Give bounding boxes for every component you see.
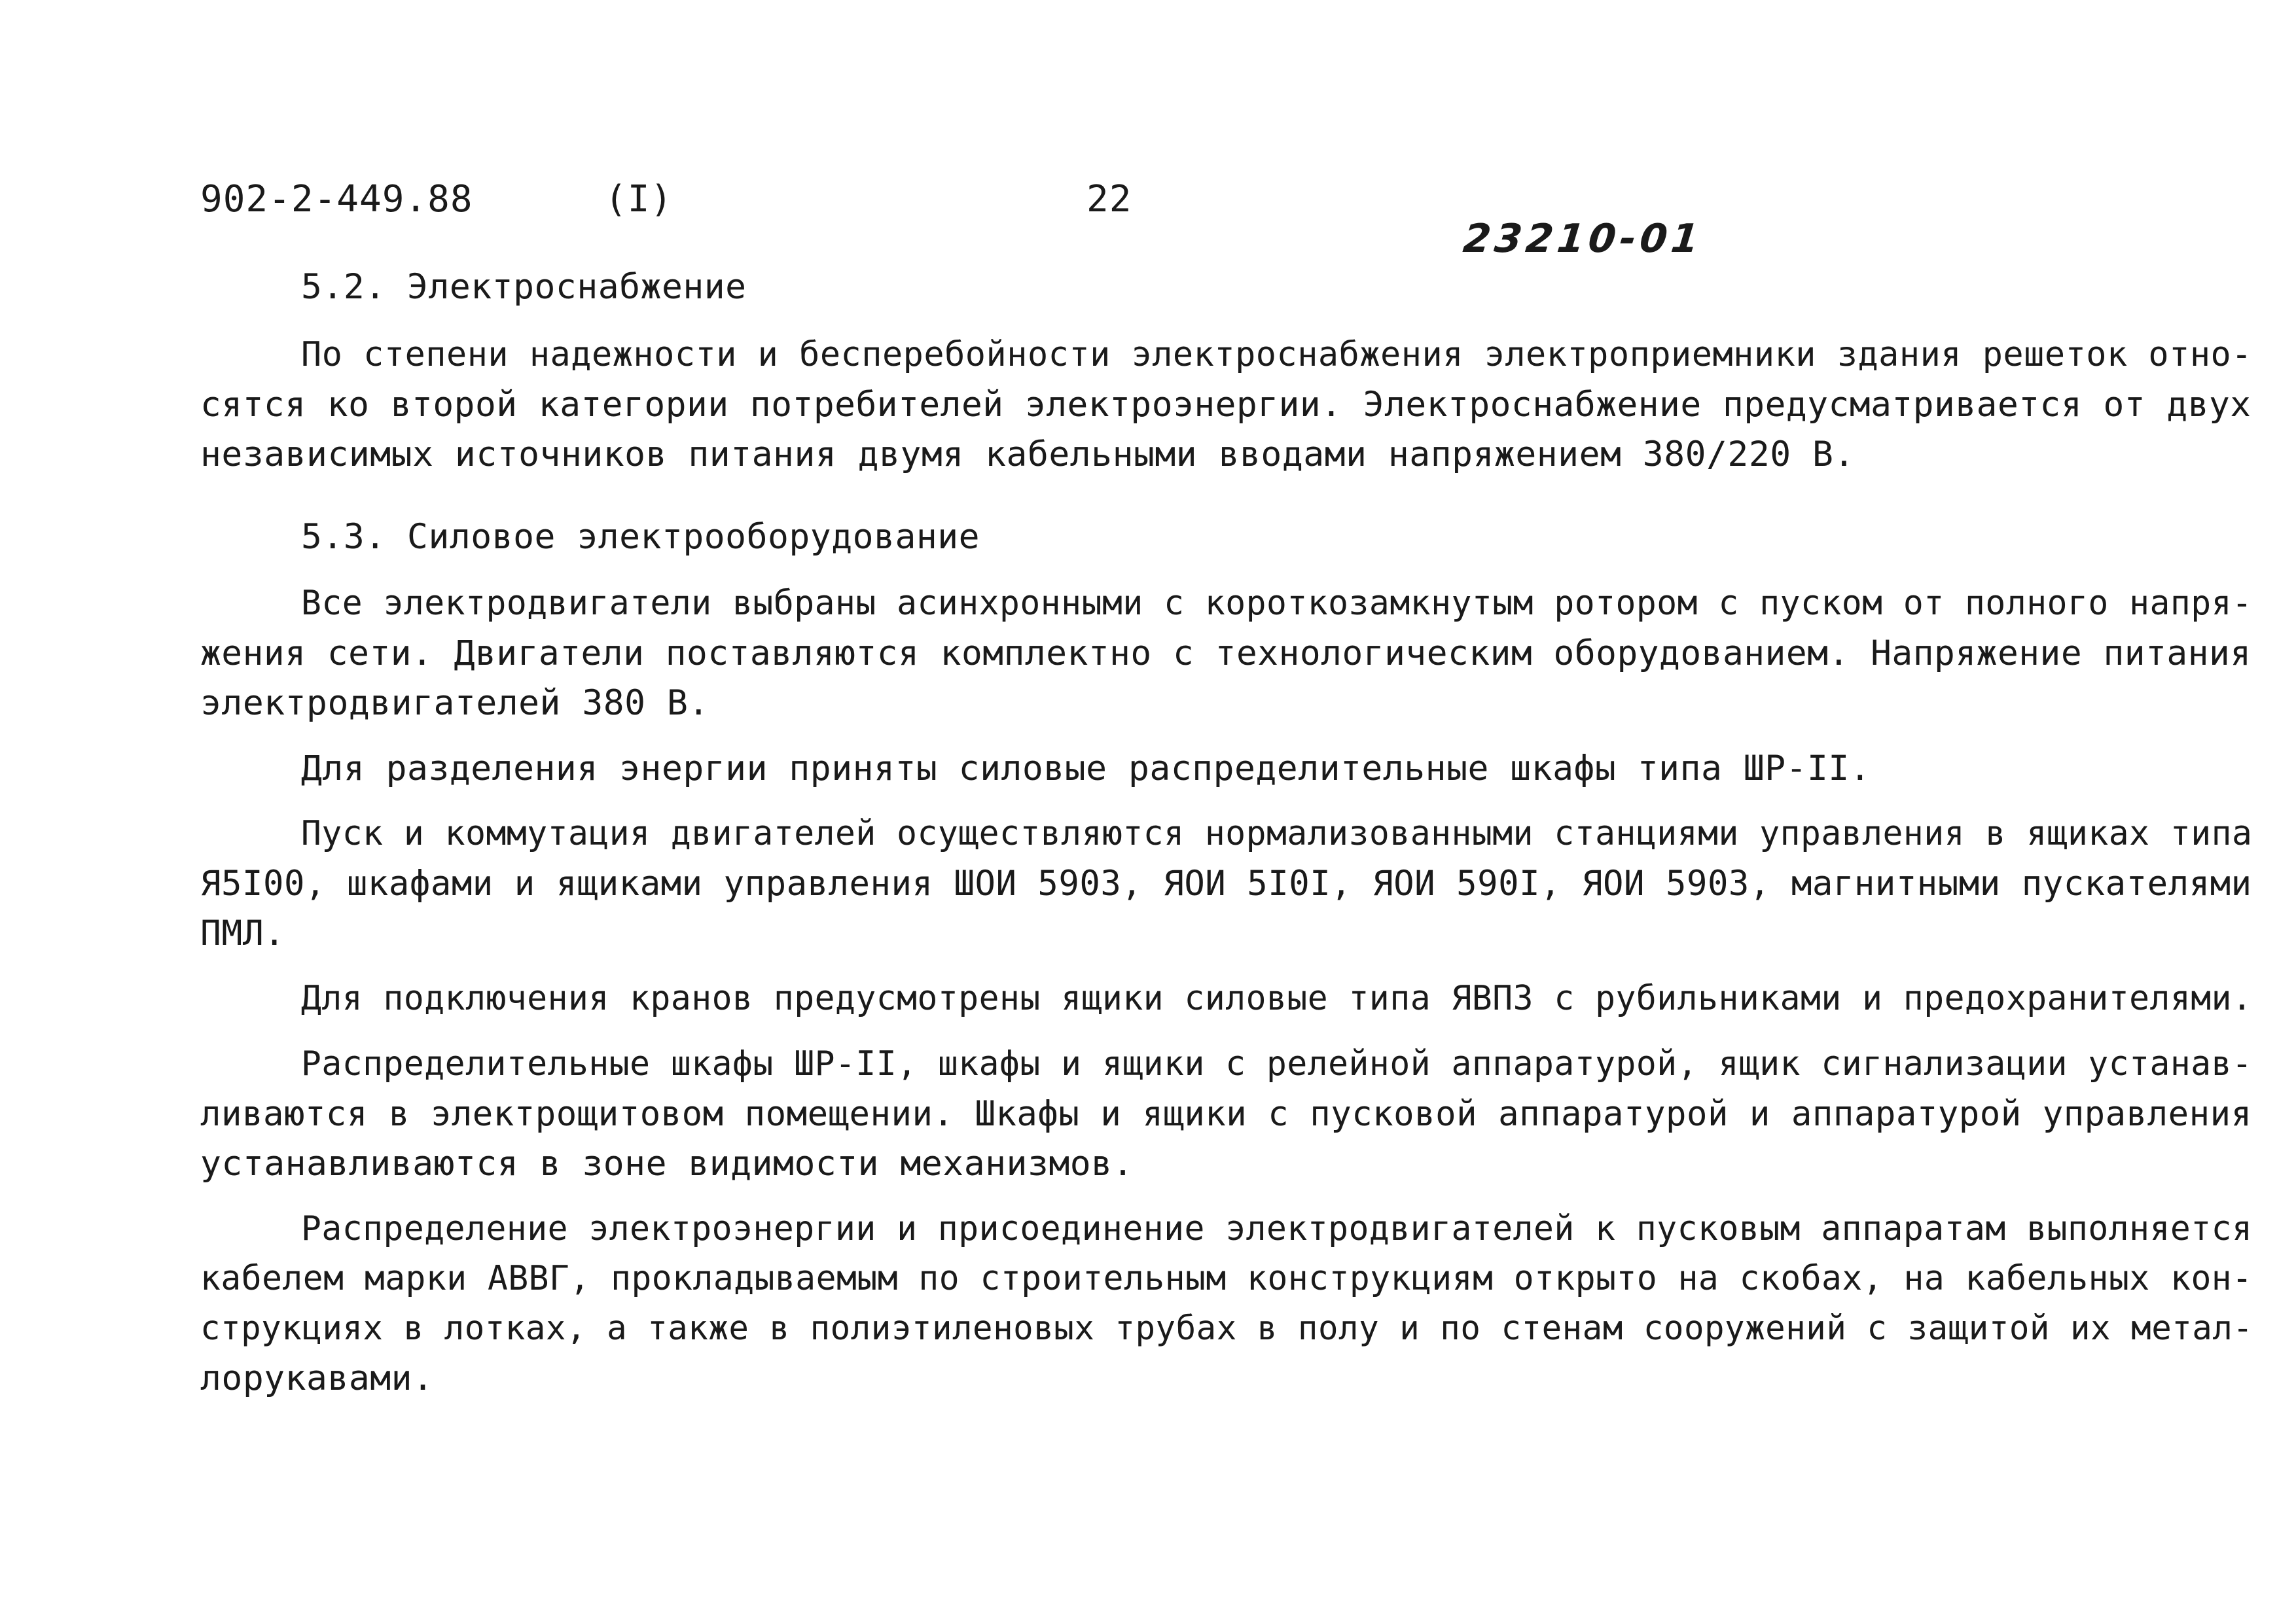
paragraph-line: ливаются в электрощитовом помещении. Шкафы и ящики с пусковой аппаратурой и аппаратурой управления — [200, 1094, 2252, 1134]
document-part: (I) — [605, 178, 673, 221]
paragraph-line: независимых источников питания двумя кабельными вводами напряжением 380/220 В. — [200, 434, 1855, 474]
paragraph-line: сятся ко второй категории потребителей электроэнергии. Электроснабжение предусматривается от двух — [200, 385, 2251, 425]
paragraph-line: Я5I00, шкафами и ящиками управления ШОИ 5903, ЯОИ 5I0I, ЯОИ 590I, ЯОИ 5903, магнитными пускателями — [200, 864, 2252, 904]
paragraph-line: жения сети. Двигатели поставляются комплектно с технологическим оборудованием. Напряжение питания — [200, 633, 2251, 673]
inventory-stamp: 23210-01 — [1461, 216, 1705, 262]
paragraph-line: Для подключения кранов предусмотрены ящики силовые типа ЯВПЗ с рубильниками и предохранителями. — [301, 979, 2253, 1018]
paragraph-line: электродвигателей 380 В. — [200, 683, 709, 723]
paragraph-line: ПМЛ. — [200, 913, 285, 953]
paragraph-line: Пуск и коммутация двигателей осуществляются нормализованными станциями управления в ящиках типа — [301, 814, 2253, 853]
paragraph-line: По степени надежности и бесперебойности электроснабжения электроприемники здания решеток отно- — [301, 335, 2252, 374]
paragraph-line: лорукавами. — [200, 1358, 434, 1398]
page-number: 22 — [1086, 178, 1132, 221]
section-heading: 5.2. Электроснабжение — [301, 267, 747, 307]
paragraph-line: устанавливаются в зоне видимости механизмов. — [200, 1144, 1134, 1184]
paragraph-line: Распределение электроэнергии и присоединение электродвигателей к пусковым аппаратам выполняется — [301, 1209, 2253, 1248]
paragraph-line: Все электродвигатели выбраны асинхронными с короткозамкнутым ротором с пуском от полного напря- — [301, 584, 2253, 623]
paragraph-line: Распределительные шкафы ШР-II, шкафы и ящики с релейной аппаратурой, ящик сигнализации устанав- — [301, 1044, 2253, 1084]
paragraph-line: кабелем марки АВВГ, прокладываемым по строительным конструкциям открыто на скобах, на кабельных кон- — [200, 1259, 2253, 1298]
document-code: 902-2-449.88 — [200, 178, 473, 221]
section-heading: 5.3. Силовое электрооборудование — [301, 517, 980, 557]
paragraph-line: струкциях в лотках, а также в полиэтиленовых трубах в полу и по стенам сооружений с защитой их метал- — [200, 1309, 2253, 1347]
paragraph-line: Для разделения энергии приняты силовые распределительные шкафы типа ШР-II. — [301, 749, 1871, 788]
